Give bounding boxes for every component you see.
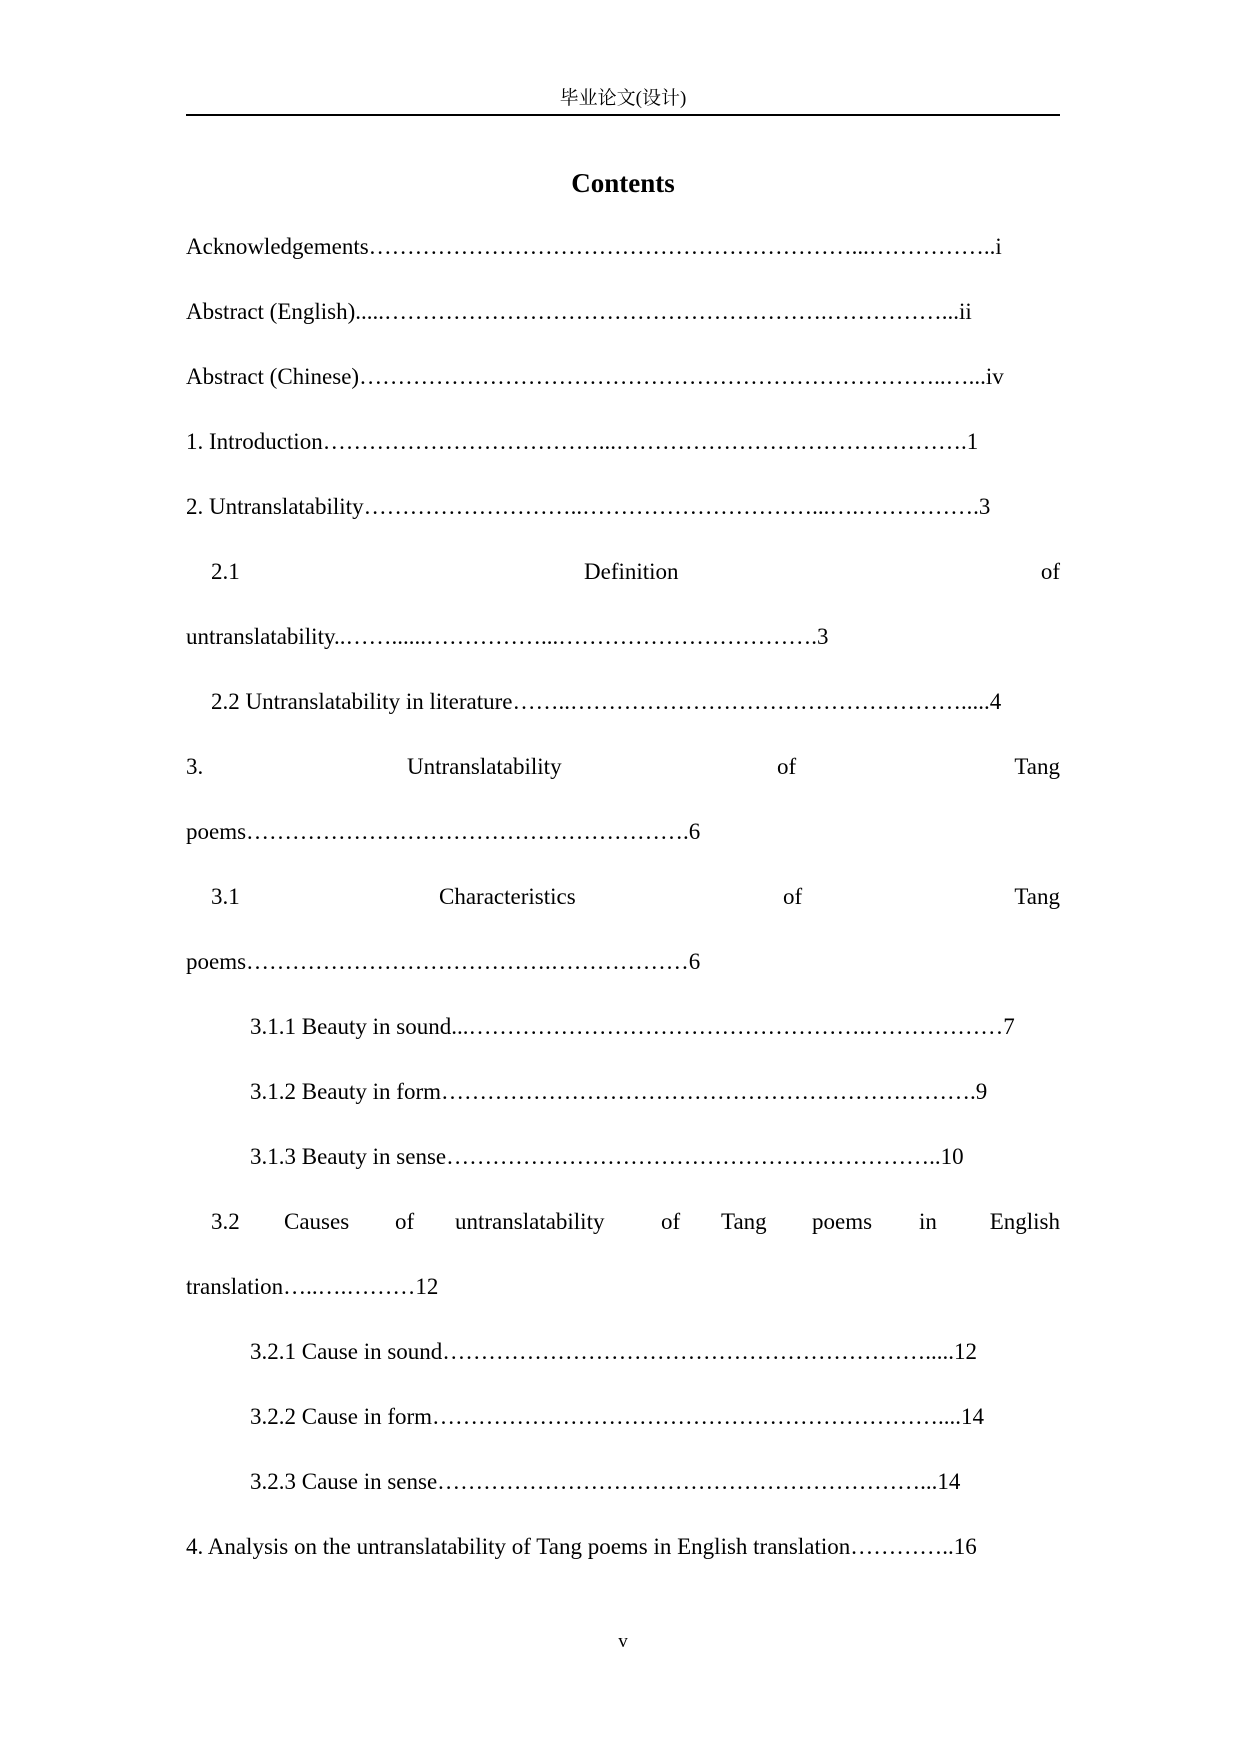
toc-text: untranslatability..……......……………...…………………………….3 — [186, 624, 829, 649]
toc-text: 3.2.1 Cause in sound……………………………………………………….....12 — [250, 1339, 978, 1364]
toc-word: untranslatability — [455, 1209, 605, 1234]
toc-entry-3-2-1 — [186, 1337, 1060, 1402]
toc-text: 3.1.1 Beauty in sound...…………………………………………….………………7 — [250, 1014, 1015, 1039]
toc-text: Acknowledgements………………………………………………………...……………..i — [186, 234, 1002, 259]
table-of-contents — [186, 232, 1060, 1597]
toc-text: 3.2.2 Cause in form…………………………………………………………....14 — [250, 1404, 985, 1429]
toc-text: translation…..….………12 — [186, 1274, 439, 1299]
toc-entry-3 — [186, 752, 1060, 817]
toc-text: 3.2.3 Cause in sense………………………………………………………...14 — [250, 1469, 961, 1494]
toc-entry-3-1-continued — [186, 947, 1060, 1012]
running-header: 毕业论文(设计) — [559, 88, 687, 109]
toc-word: 3. — [186, 754, 204, 779]
toc-entry-3-2 — [186, 1207, 1060, 1272]
toc-text: Abstract (Chinese)…………………………………………………………………..…...iv — [186, 364, 1004, 389]
toc-text: 1. Introduction………………………………...……………………………………….1 — [186, 429, 979, 454]
toc-entry-3-2-3 — [186, 1467, 1060, 1532]
page-number: v — [618, 1631, 628, 1652]
toc-text: 2.2 Untranslatability in literature……..…………………………………………….....4 — [211, 689, 1002, 714]
toc-text: poems………………………………….………………6 — [186, 949, 701, 974]
toc-entry-3-2-2 — [186, 1402, 1060, 1467]
toc-entry-3-1 — [186, 882, 1060, 947]
toc-entry-abstract-chinese — [186, 362, 1060, 427]
toc-word: of — [777, 754, 797, 779]
toc-text: Abstract (English).....………………………………………………….……………...ii — [186, 299, 972, 324]
toc-entry-introduction — [186, 427, 1060, 492]
toc-word: Tang — [1014, 754, 1060, 779]
toc-text: 3.1.2 Beauty in form…………………………………………………………….9 — [250, 1079, 988, 1104]
toc-word: 2.1 — [211, 559, 240, 584]
contents-title: Contents — [571, 168, 675, 198]
toc-entry-3-1-2 — [186, 1077, 1060, 1142]
toc-text: poems………………………………………………….6 — [186, 819, 701, 844]
toc-word: 3.2 — [211, 1209, 240, 1234]
toc-word: of — [1040, 559, 1060, 584]
toc-word: Tang — [721, 1209, 767, 1234]
toc-entry-acknowledgements — [186, 232, 1060, 297]
toc-entry-2-2 — [186, 687, 1060, 752]
toc-word: of — [395, 1209, 415, 1234]
toc-word: Characteristics — [439, 884, 576, 909]
toc-word: Definition — [584, 559, 679, 584]
toc-word: of — [783, 884, 803, 909]
toc-word: Causes — [284, 1209, 350, 1234]
toc-entry-2-1 — [186, 557, 1060, 622]
toc-word: 3.1 — [211, 884, 240, 909]
toc-text: 2. Untranslatability………………………..…………………………...….…………….3 — [186, 494, 991, 519]
toc-entry-3-continued — [186, 817, 1060, 882]
toc-entry-3-1-3 — [186, 1142, 1060, 1207]
toc-entry-untranslatability — [186, 492, 1060, 557]
toc-text: 4. Analysis on the untranslatability of Tang poems in English translation…………..16 — [186, 1534, 977, 1559]
toc-entry-4 — [186, 1532, 1060, 1597]
toc-word: of — [661, 1209, 681, 1234]
toc-word: Untranslatability — [407, 754, 562, 779]
toc-text: 3.1.3 Beauty in sense………………………………………………………..10 — [250, 1144, 964, 1169]
toc-word: in — [919, 1209, 937, 1234]
toc-word: Tang — [1014, 884, 1060, 909]
toc-word: English — [989, 1209, 1060, 1234]
toc-entry-3-1-1 — [186, 1012, 1060, 1077]
header-rule — [186, 114, 1060, 116]
toc-entry-3-2-continued — [186, 1272, 1060, 1337]
toc-entry-abstract-english — [186, 297, 1060, 362]
toc-word: poems — [812, 1209, 873, 1234]
toc-entry-2-1-continued — [186, 622, 1060, 687]
